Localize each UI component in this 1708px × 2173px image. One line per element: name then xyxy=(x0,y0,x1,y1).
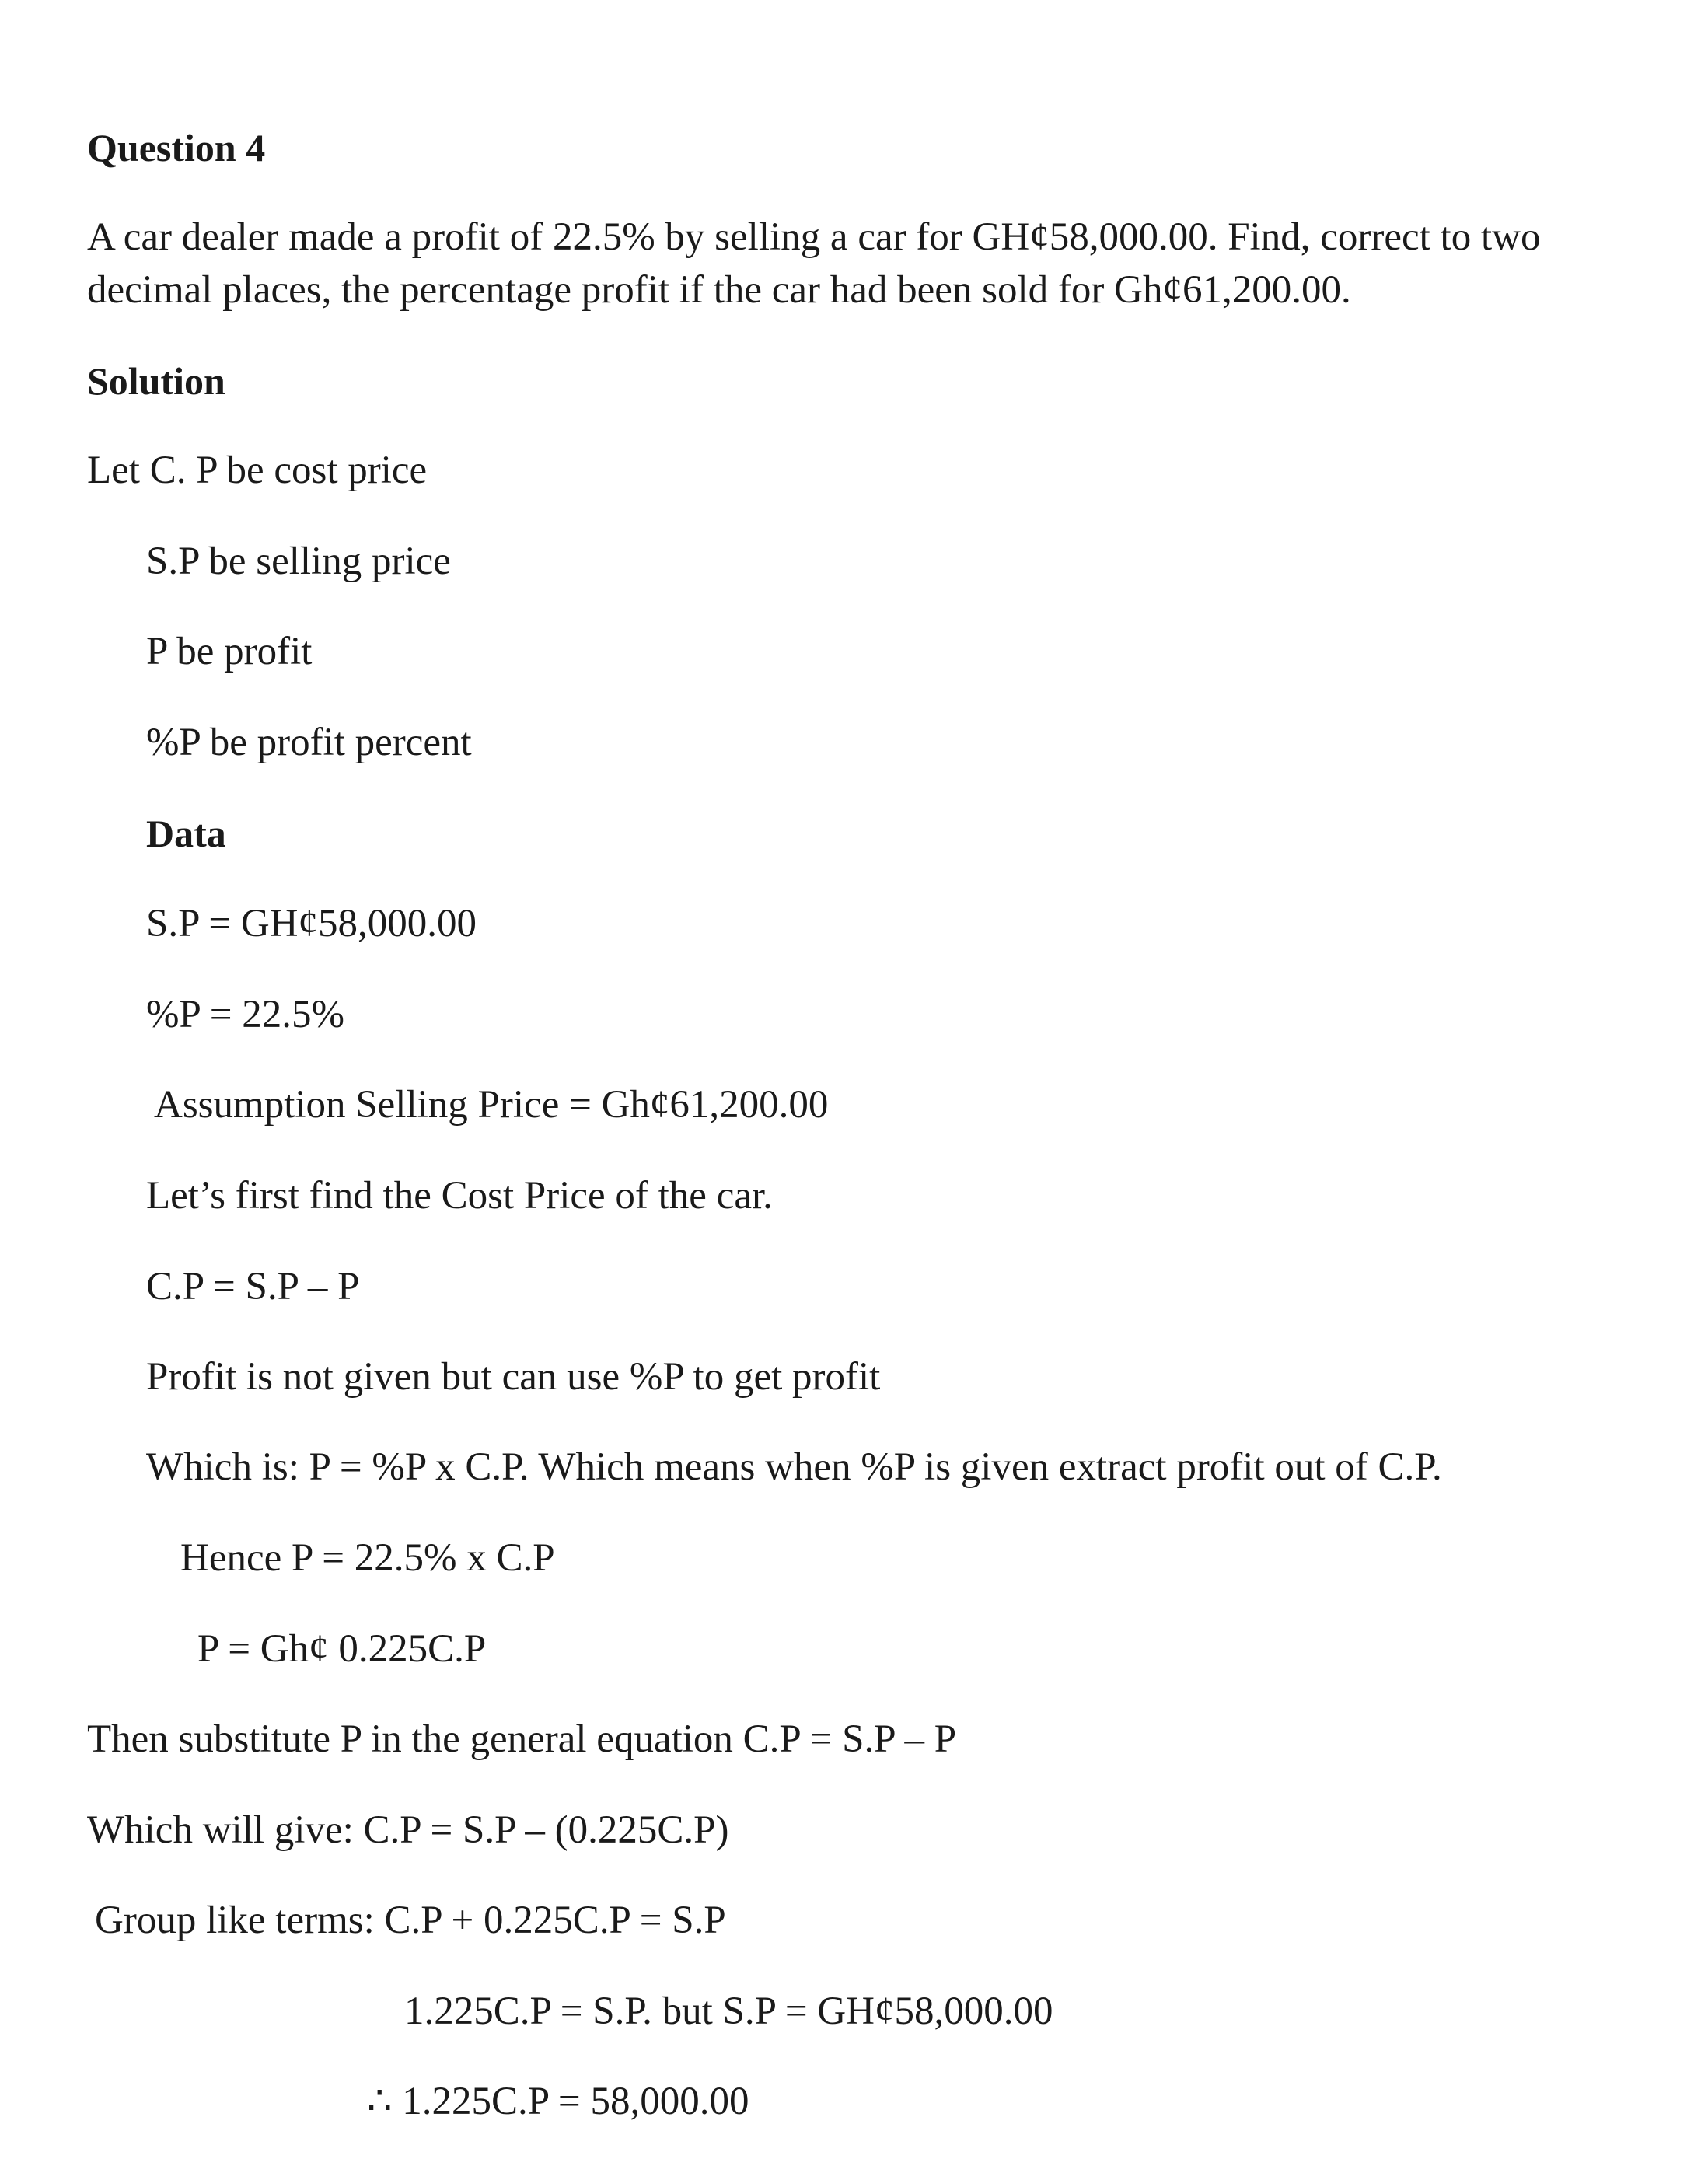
step-therefore-equation: ∴ 1.225C.P = 58,000.00 xyxy=(367,2080,749,2123)
definition-profit-percent: %P be profit percent xyxy=(146,721,472,764)
data-profit-percent: %P = 22.5% xyxy=(146,993,344,1036)
step-profit-formula: Which is: P = %P x C.P. Which means when %P is given extract profit out of C.P. xyxy=(146,1445,1442,1489)
data-heading: Data xyxy=(146,812,226,855)
step-profit-value: P = Gh¢ 0.225C.P xyxy=(197,1627,487,1671)
definition-selling-price: S.P be selling price xyxy=(146,540,451,583)
data-assumption-selling-price: Assumption Selling Price = Gh¢61,200.00 xyxy=(154,1083,829,1127)
step-group-like-terms: Group like terms: C.P + 0.225C.P = S.P xyxy=(95,1899,726,1942)
question-text-line-2: decimal places, the percentage profit if the car had been sold for Gh¢61,200.00. xyxy=(87,268,1351,312)
step-hence-profit: Hence P = 22.5% x C.P xyxy=(180,1536,555,1580)
step-profit-not-given: Profit is not given but can use %P to get profit xyxy=(146,1355,881,1399)
solution-heading: Solution xyxy=(87,359,225,403)
data-selling-price: S.P = GH¢58,000.00 xyxy=(146,902,477,945)
step-find-cost-price: Let’s first find the Cost Price of the car. xyxy=(146,1174,773,1218)
step-cost-price-formula: C.P = S.P – P xyxy=(146,1265,360,1308)
step-combined-equation: 1.225C.P = S.P. but S.P = GH¢58,000.00 xyxy=(404,1990,1053,2033)
question-heading: Question 4 xyxy=(87,126,266,169)
definition-cost-price: Let C. P be cost price xyxy=(87,449,428,492)
step-substitute: Then substitute P in the general equation C.P = S.P – P xyxy=(87,1717,957,1761)
question-text-line-1: A car dealer made a profit of 22.5% by selling a car for GH¢58,000.00. Find, correct to two xyxy=(87,215,1541,259)
step-which-will-give: Which will give: C.P = S.P – (0.225C.P) xyxy=(87,1808,729,1852)
definition-profit: P be profit xyxy=(146,630,313,673)
